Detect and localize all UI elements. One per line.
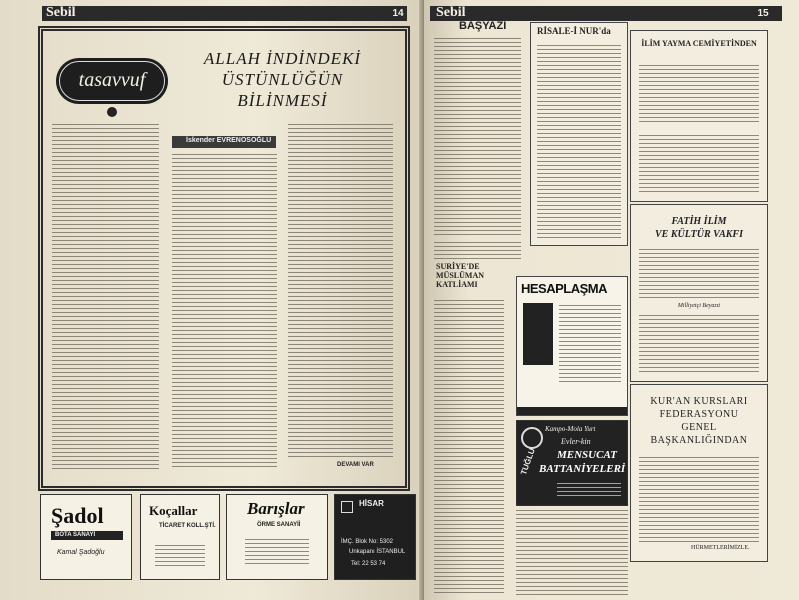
ad-hesaplasma bbox=[516, 276, 628, 416]
kuran-box-title bbox=[631, 395, 767, 447]
right-header-title: Sebil bbox=[436, 5, 466, 20]
ad-hisar-address: İMÇ. Blok No: 5302 bbox=[341, 539, 394, 545]
ad-battaniye-line3: BATTANİYELERİ bbox=[539, 463, 626, 475]
ilim-box-list bbox=[639, 135, 759, 195]
ad-sadol-name: Şadol bbox=[51, 503, 104, 528]
right-page bbox=[424, 0, 799, 600]
ad-kocallar-sub: TİCARET KOLL.ŞTİ. bbox=[159, 523, 216, 529]
ad-hesaplasma-footer-band bbox=[517, 407, 627, 415]
ad-kocallar-text bbox=[155, 545, 205, 567]
left-header-title: Sebil bbox=[46, 5, 76, 20]
kuran-box bbox=[630, 384, 768, 562]
ad-kocallar-name: Koçallar bbox=[149, 503, 198, 518]
ad-battaniye-side: TUĞLU bbox=[519, 447, 537, 477]
ad-sadol bbox=[40, 494, 132, 580]
ad-barisler-text bbox=[245, 539, 309, 567]
syria-column-1 bbox=[434, 300, 504, 595]
fatih-box bbox=[630, 204, 768, 382]
ilim-box bbox=[630, 30, 768, 202]
ad-hesaplasma-book-cover bbox=[523, 303, 553, 365]
ad-hisar-district: Unkapanı İSTANBUL bbox=[349, 549, 406, 555]
article-column-2 bbox=[172, 154, 277, 470]
ad-hesaplasma-text bbox=[559, 305, 621, 385]
kuran-box-text bbox=[639, 457, 759, 543]
risale-title: RİSALE-İ NUR'da bbox=[537, 26, 611, 36]
risale-text bbox=[537, 45, 621, 239]
fatih-box-body bbox=[639, 315, 759, 375]
kuran-title-line-2: FEDERASYONU bbox=[659, 409, 739, 420]
title-line-1: ALLAH İNDİNDEKİ bbox=[203, 49, 362, 68]
ad-barisler bbox=[226, 494, 328, 580]
ad-barisler-name: Barışlar bbox=[247, 499, 305, 518]
ad-battaniye-logo-icon bbox=[521, 427, 543, 449]
risale-box bbox=[530, 22, 628, 246]
tasavvuf-logo-text: tasavvuf bbox=[78, 69, 146, 91]
ad-hisar-phone: Tel: 22 53 74 bbox=[351, 561, 386, 567]
kuran-title-line-1: KUR'AN KURSLARI bbox=[650, 396, 748, 407]
article-title bbox=[170, 48, 395, 111]
right-header-bar bbox=[430, 6, 782, 21]
kuran-title-line-4: BAŞKANLIĞINDAN bbox=[650, 435, 748, 446]
editorial-column-1 bbox=[434, 38, 521, 238]
ad-battaniye-text bbox=[557, 483, 621, 499]
logo-ornament-icon bbox=[107, 107, 117, 117]
ad-kocallar bbox=[140, 494, 220, 580]
fatih-box-title bbox=[631, 215, 767, 241]
title-line-3: BİLİNMESİ bbox=[237, 91, 328, 110]
kuran-box-footer: HÜRMETLERİMİZLE. bbox=[691, 545, 750, 551]
ad-hisar bbox=[334, 494, 416, 580]
article-column-3 bbox=[288, 124, 393, 460]
ad-battaniye-line1: Evler-kin bbox=[561, 437, 591, 446]
ilim-box-title: İLİM YAYMA CEMİYETİNDEN bbox=[641, 39, 757, 48]
bottom-article-text bbox=[516, 510, 628, 595]
ad-sadol-person: Kamal Şadoğlu bbox=[57, 549, 105, 556]
right-page-number: 15 bbox=[757, 8, 769, 19]
ad-battaniye bbox=[516, 420, 628, 506]
ad-battaniye-brand: Kampo-Mola Yurt bbox=[545, 425, 596, 433]
ad-barisler-sub: ÖRME SANAYİİ bbox=[257, 522, 301, 528]
left-header-bar bbox=[42, 6, 407, 21]
syria-title: SURİYE'DE MÜSLÜMAN KATLİAMI bbox=[436, 262, 484, 289]
editorial-title: BAŞYAZI bbox=[459, 20, 507, 32]
ad-hesaplasma-title: HESAPLAŞMA bbox=[521, 281, 608, 296]
fatih-box-sub: Milliyetçi Beyazıt bbox=[677, 303, 721, 309]
fatih-title-line-1: FATİH İLİM bbox=[671, 216, 727, 227]
left-page-number: 14 bbox=[392, 8, 404, 19]
tasavvuf-logo bbox=[56, 58, 168, 104]
kuran-title-line-3: GENEL bbox=[681, 422, 717, 433]
ad-hisar-name: HİSAR bbox=[359, 499, 384, 508]
ilim-box-text bbox=[639, 65, 759, 125]
ad-battaniye-line2: MENSUCAT bbox=[557, 449, 617, 461]
title-line-2: ÜSTÜNLÜĞÜN bbox=[221, 70, 344, 89]
author-name: İskender EVRENOSOĞLU bbox=[186, 137, 272, 144]
fatih-box-text bbox=[639, 249, 759, 299]
continued-label: DEVAMI VAR bbox=[337, 462, 374, 468]
ad-sadol-sub: BOTA SANAYİ bbox=[55, 532, 96, 538]
fatih-title-line-2: VE KÜLTÜR VAKFI bbox=[655, 229, 743, 240]
editorial-column-1b bbox=[434, 242, 521, 262]
article-column-1 bbox=[52, 124, 159, 470]
ad-hisar-logo-icon bbox=[341, 501, 353, 513]
